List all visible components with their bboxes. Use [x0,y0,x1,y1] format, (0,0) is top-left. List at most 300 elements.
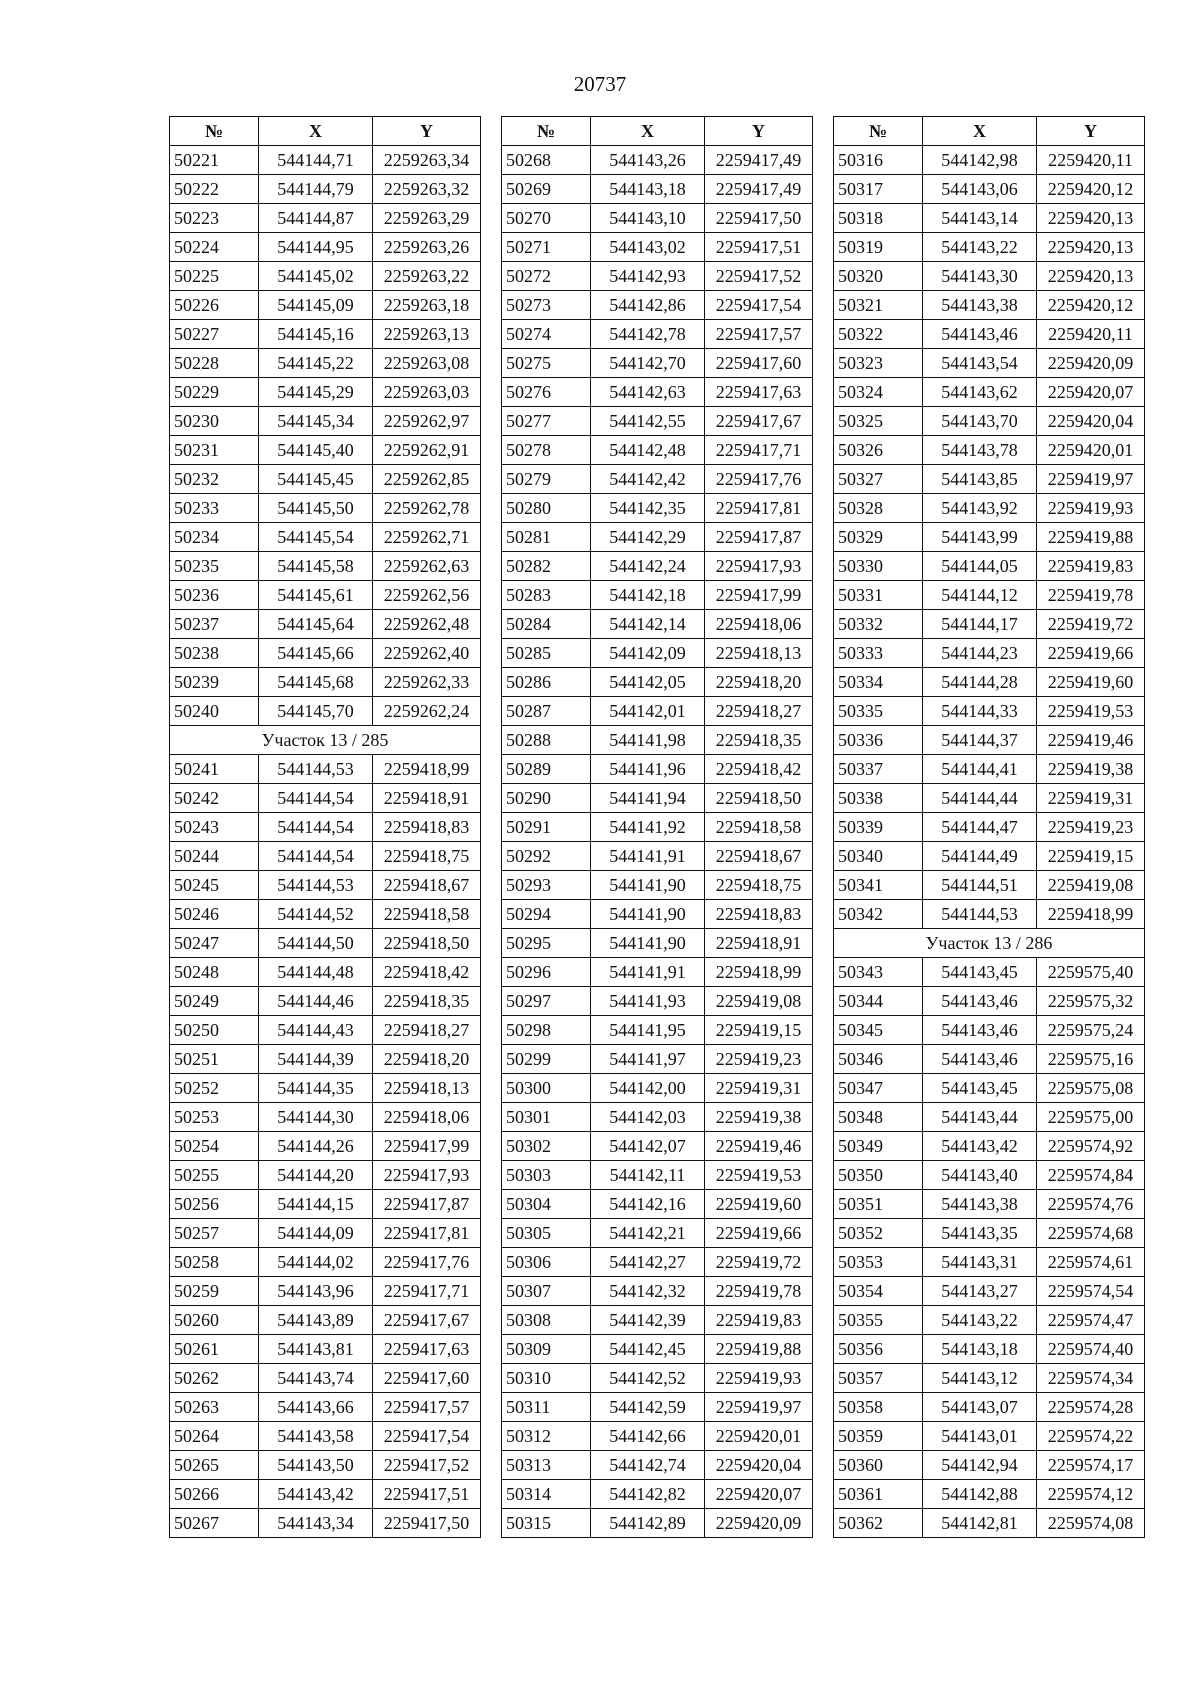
y-coordinate: 2259418,67 [373,871,481,900]
x-coordinate: 544143,96 [259,1277,373,1306]
point-number: 50313 [502,1451,591,1480]
y-coordinate: 2259418,91 [705,929,813,958]
x-coordinate: 544145,50 [259,494,373,523]
y-coordinate: 2259263,34 [373,146,481,175]
x-coordinate: 544144,37 [923,726,1037,755]
table-row [834,668,1145,697]
point-number: 50260 [170,1306,259,1335]
x-coordinate: 544142,01 [591,697,705,726]
y-coordinate: 2259420,11 [1037,320,1145,349]
x-coordinate: 544142,18 [591,581,705,610]
point-number: 50241 [170,755,259,784]
x-coordinate: 544143,45 [923,958,1037,987]
point-number: 50285 [502,639,591,668]
point-number: 50247 [170,929,259,958]
point-number: 50323 [834,349,923,378]
table-row [502,1393,813,1422]
table-row [170,262,481,291]
point-number: 50290 [502,784,591,813]
point-number: 50269 [502,175,591,204]
x-coordinate: 544143,30 [923,262,1037,291]
point-number: 50234 [170,523,259,552]
y-coordinate: 2259419,83 [705,1306,813,1335]
y-coordinate: 2259417,93 [705,552,813,581]
x-coordinate: 544143,22 [923,233,1037,262]
point-number: 50238 [170,639,259,668]
x-coordinate: 544144,09 [259,1219,373,1248]
table-header-row [834,117,1145,146]
point-number: 50244 [170,842,259,871]
point-number: 50281 [502,523,591,552]
x-coordinate: 544141,95 [591,1016,705,1045]
y-coordinate: 2259575,00 [1037,1103,1145,1132]
y-coordinate: 2259574,92 [1037,1132,1145,1161]
y-coordinate: 2259419,97 [705,1393,813,1422]
y-coordinate: 2259419,23 [1037,813,1145,842]
table-row [502,697,813,726]
x-coordinate: 544142,74 [591,1451,705,1480]
point-number: 50254 [170,1132,259,1161]
point-number: 50348 [834,1103,923,1132]
point-number: 50339 [834,813,923,842]
table-row [834,697,1145,726]
table-row [170,581,481,610]
x-coordinate: 544144,39 [259,1045,373,1074]
table-row [502,871,813,900]
y-coordinate: 2259417,67 [373,1306,481,1335]
table-row [502,1016,813,1045]
x-coordinate: 544143,89 [259,1306,373,1335]
x-coordinate: 544145,70 [259,697,373,726]
table-row [502,726,813,755]
point-number: 50265 [170,1451,259,1480]
y-coordinate: 2259420,07 [705,1480,813,1509]
x-coordinate: 544144,54 [259,784,373,813]
y-coordinate: 2259419,72 [1037,610,1145,639]
y-coordinate: 2259417,87 [705,523,813,552]
table-row [834,581,1145,610]
table-row [170,320,481,349]
table-row [170,1306,481,1335]
table-row [170,813,481,842]
point-number: 50248 [170,958,259,987]
x-coordinate: 544142,24 [591,552,705,581]
point-number: 50292 [502,842,591,871]
table-row [170,1364,481,1393]
table-row [502,900,813,929]
x-coordinate: 544143,02 [591,233,705,262]
x-coordinate: 544145,68 [259,668,373,697]
x-coordinate: 544143,18 [591,175,705,204]
x-coordinate: 544143,42 [923,1132,1037,1161]
table-row [502,320,813,349]
y-coordinate: 2259419,72 [705,1248,813,1277]
x-coordinate: 544142,98 [923,146,1037,175]
y-coordinate: 2259419,93 [705,1364,813,1393]
coordinates-table-2 [501,116,813,1538]
x-coordinate: 544143,38 [923,1190,1037,1219]
point-number: 50355 [834,1306,923,1335]
table-row [502,349,813,378]
x-coordinate: 544145,58 [259,552,373,581]
x-coordinate: 544142,11 [591,1161,705,1190]
y-coordinate: 2259417,63 [373,1335,481,1364]
point-number: 50322 [834,320,923,349]
point-number: 50236 [170,581,259,610]
x-coordinate: 544144,54 [259,842,373,871]
x-coordinate: 544142,39 [591,1306,705,1335]
point-number: 50357 [834,1364,923,1393]
point-number: 50347 [834,1074,923,1103]
table-row [502,987,813,1016]
x-coordinate: 544142,52 [591,1364,705,1393]
y-coordinate: 2259418,99 [705,958,813,987]
y-coordinate: 2259420,13 [1037,204,1145,233]
table-row [834,987,1145,1016]
header-number: № [170,117,259,146]
point-number: 50327 [834,465,923,494]
y-coordinate: 2259419,15 [705,1016,813,1045]
x-coordinate: 544143,26 [591,146,705,175]
point-number: 50329 [834,523,923,552]
y-coordinate: 2259574,08 [1037,1509,1145,1538]
point-number: 50289 [502,755,591,784]
point-number: 50293 [502,871,591,900]
table-row [834,175,1145,204]
x-coordinate: 544143,01 [923,1422,1037,1451]
y-coordinate: 2259419,97 [1037,465,1145,494]
point-number: 50316 [834,146,923,175]
table-row [170,784,481,813]
point-number: 50353 [834,1248,923,1277]
x-coordinate: 544143,46 [923,320,1037,349]
table-row [502,1074,813,1103]
x-coordinate: 544144,53 [259,871,373,900]
table-row [170,668,481,697]
point-number: 50251 [170,1045,259,1074]
table-row [502,581,813,610]
table-row [502,233,813,262]
x-coordinate: 544143,78 [923,436,1037,465]
point-number: 50253 [170,1103,259,1132]
table-row [502,204,813,233]
point-number: 50312 [502,1422,591,1451]
point-number: 50315 [502,1509,591,1538]
table-row [502,958,813,987]
x-coordinate: 544143,14 [923,204,1037,233]
table-row [834,784,1145,813]
table-row [170,1103,481,1132]
table-row [170,639,481,668]
y-coordinate: 2259418,99 [1037,900,1145,929]
y-coordinate: 2259418,27 [705,697,813,726]
point-number: 50352 [834,1219,923,1248]
y-coordinate: 2259417,93 [373,1161,481,1190]
point-number: 50270 [502,204,591,233]
table-row [834,842,1145,871]
table-row [834,1016,1145,1045]
point-number: 50237 [170,610,259,639]
table-row [502,146,813,175]
x-coordinate: 544145,02 [259,262,373,291]
x-coordinate: 544141,91 [591,958,705,987]
point-number: 50235 [170,552,259,581]
x-coordinate: 544142,27 [591,1248,705,1277]
y-coordinate: 2259417,99 [705,581,813,610]
y-coordinate: 2259262,56 [373,581,481,610]
y-coordinate: 2259417,99 [373,1132,481,1161]
x-coordinate: 544144,02 [259,1248,373,1277]
point-number: 50345 [834,1016,923,1045]
x-coordinate: 544143,46 [923,1045,1037,1074]
table-row [170,929,481,958]
header-number: № [502,117,591,146]
y-coordinate: 2259419,66 [1037,639,1145,668]
table-row [502,929,813,958]
point-number: 50302 [502,1132,591,1161]
y-coordinate: 2259263,26 [373,233,481,262]
point-number: 50231 [170,436,259,465]
y-coordinate: 2259420,11 [1037,146,1145,175]
x-coordinate: 544142,88 [923,1480,1037,1509]
point-number: 50314 [502,1480,591,1509]
table-row [834,1306,1145,1335]
x-coordinate: 544144,17 [923,610,1037,639]
x-coordinate: 544142,89 [591,1509,705,1538]
y-coordinate: 2259417,76 [373,1248,481,1277]
point-number: 50320 [834,262,923,291]
table-row [834,320,1145,349]
y-coordinate: 2259575,16 [1037,1045,1145,1074]
point-number: 50283 [502,581,591,610]
table-row [834,378,1145,407]
table-row [170,1190,481,1219]
x-coordinate: 544144,05 [923,552,1037,581]
y-coordinate: 2259417,54 [373,1422,481,1451]
x-coordinate: 544144,33 [923,697,1037,726]
table-row [502,1422,813,1451]
y-coordinate: 2259419,88 [1037,523,1145,552]
y-coordinate: 2259262,85 [373,465,481,494]
y-coordinate: 2259417,71 [373,1277,481,1306]
table-row [170,900,481,929]
table-row [502,436,813,465]
x-coordinate: 544142,59 [591,1393,705,1422]
table-row [170,987,481,1016]
table-row [170,1132,481,1161]
table-row [170,233,481,262]
table-row [834,204,1145,233]
y-coordinate: 2259417,49 [705,175,813,204]
y-coordinate: 2259575,24 [1037,1016,1145,1045]
point-number: 50344 [834,987,923,1016]
x-coordinate: 544145,66 [259,639,373,668]
table-row [170,407,481,436]
x-coordinate: 544144,43 [259,1016,373,1045]
table-row [834,1422,1145,1451]
x-coordinate: 544144,52 [259,900,373,929]
y-coordinate: 2259417,51 [373,1480,481,1509]
table-row [502,552,813,581]
x-coordinate: 544144,20 [259,1161,373,1190]
x-coordinate: 544141,90 [591,900,705,929]
y-coordinate: 2259420,12 [1037,291,1145,320]
x-coordinate: 544144,12 [923,581,1037,610]
y-coordinate: 2259417,50 [373,1509,481,1538]
table-row [170,1277,481,1306]
y-coordinate: 2259420,04 [1037,407,1145,436]
point-number: 50264 [170,1422,259,1451]
x-coordinate: 544142,48 [591,436,705,465]
table-row [502,291,813,320]
point-number: 50268 [502,146,591,175]
y-coordinate: 2259417,63 [705,378,813,407]
y-coordinate: 2259417,71 [705,436,813,465]
y-coordinate: 2259418,20 [705,668,813,697]
point-number: 50277 [502,407,591,436]
table-row [834,436,1145,465]
x-coordinate: 544145,40 [259,436,373,465]
header-number: № [834,117,923,146]
table-row [502,262,813,291]
table-row [502,784,813,813]
table-row [834,813,1145,842]
table-row [834,146,1145,175]
point-number: 50330 [834,552,923,581]
table-row [170,1422,481,1451]
y-coordinate: 2259262,40 [373,639,481,668]
y-coordinate: 2259418,35 [705,726,813,755]
table-row [834,1045,1145,1074]
x-coordinate: 544142,00 [591,1074,705,1103]
x-coordinate: 544144,71 [259,146,373,175]
y-coordinate: 2259419,38 [705,1103,813,1132]
y-coordinate: 2259418,75 [373,842,481,871]
table-row [170,349,481,378]
y-coordinate: 2259417,57 [373,1393,481,1422]
table-row [170,755,481,784]
y-coordinate: 2259417,81 [705,494,813,523]
y-coordinate: 2259417,67 [705,407,813,436]
point-number: 50262 [170,1364,259,1393]
x-coordinate: 544142,21 [591,1219,705,1248]
x-coordinate: 544143,74 [259,1364,373,1393]
point-number: 50319 [834,233,923,262]
table-row [834,639,1145,668]
point-number: 50287 [502,697,591,726]
y-coordinate: 2259417,60 [373,1364,481,1393]
y-coordinate: 2259418,91 [373,784,481,813]
x-coordinate: 544144,35 [259,1074,373,1103]
table-row [502,842,813,871]
y-coordinate: 2259419,60 [1037,668,1145,697]
point-number: 50308 [502,1306,591,1335]
table-row [502,1335,813,1364]
table-row [834,1451,1145,1480]
y-coordinate: 2259419,08 [705,987,813,1016]
point-number: 50278 [502,436,591,465]
x-coordinate: 544143,42 [259,1480,373,1509]
table-row [502,494,813,523]
y-coordinate: 2259419,38 [1037,755,1145,784]
point-number: 50328 [834,494,923,523]
table-row [502,1306,813,1335]
point-number: 50310 [502,1364,591,1393]
y-coordinate: 2259574,61 [1037,1248,1145,1277]
x-coordinate: 544143,06 [923,175,1037,204]
point-number: 50318 [834,204,923,233]
table-row [834,407,1145,436]
header-x: X [591,117,705,146]
y-coordinate: 2259574,22 [1037,1422,1145,1451]
x-coordinate: 544144,50 [259,929,373,958]
point-number: 50291 [502,813,591,842]
point-number: 50252 [170,1074,259,1103]
x-coordinate: 544141,91 [591,842,705,871]
point-number: 50271 [502,233,591,262]
x-coordinate: 544142,70 [591,349,705,378]
point-number: 50303 [502,1161,591,1190]
table-row [502,175,813,204]
y-coordinate: 2259420,04 [705,1451,813,1480]
x-coordinate: 544143,45 [923,1074,1037,1103]
y-coordinate: 2259574,34 [1037,1364,1145,1393]
x-coordinate: 544143,92 [923,494,1037,523]
x-coordinate: 544143,07 [923,1393,1037,1422]
y-coordinate: 2259418,83 [705,900,813,929]
x-coordinate: 544143,81 [259,1335,373,1364]
point-number: 50326 [834,436,923,465]
point-number: 50245 [170,871,259,900]
x-coordinate: 544144,87 [259,204,373,233]
y-coordinate: 2259262,33 [373,668,481,697]
point-number: 50336 [834,726,923,755]
y-coordinate: 2259418,13 [705,639,813,668]
table-row [834,900,1145,929]
section-row [170,726,481,755]
y-coordinate: 2259419,53 [1037,697,1145,726]
table-row [834,1161,1145,1190]
table-row [170,697,481,726]
point-number: 50297 [502,987,591,1016]
x-coordinate: 544144,28 [923,668,1037,697]
coordinates-table-1 [169,116,481,1538]
y-coordinate: 2259420,07 [1037,378,1145,407]
point-number: 50296 [502,958,591,987]
y-coordinate: 2259263,22 [373,262,481,291]
y-coordinate: 2259419,08 [1037,871,1145,900]
point-number: 50301 [502,1103,591,1132]
x-coordinate: 544145,09 [259,291,373,320]
point-number: 50346 [834,1045,923,1074]
y-coordinate: 2259417,57 [705,320,813,349]
y-coordinate: 2259419,78 [1037,581,1145,610]
point-number: 50356 [834,1335,923,1364]
x-coordinate: 544145,54 [259,523,373,552]
table-row [502,407,813,436]
y-coordinate: 2259419,53 [705,1161,813,1190]
x-coordinate: 544143,58 [259,1422,373,1451]
y-coordinate: 2259574,28 [1037,1393,1145,1422]
point-number: 50249 [170,987,259,1016]
table-row [502,639,813,668]
x-coordinate: 544143,34 [259,1509,373,1538]
table-row [502,668,813,697]
x-coordinate: 544143,50 [259,1451,373,1480]
x-coordinate: 544144,51 [923,871,1037,900]
x-coordinate: 544141,96 [591,755,705,784]
coordinates-table-3 [833,116,1145,1538]
